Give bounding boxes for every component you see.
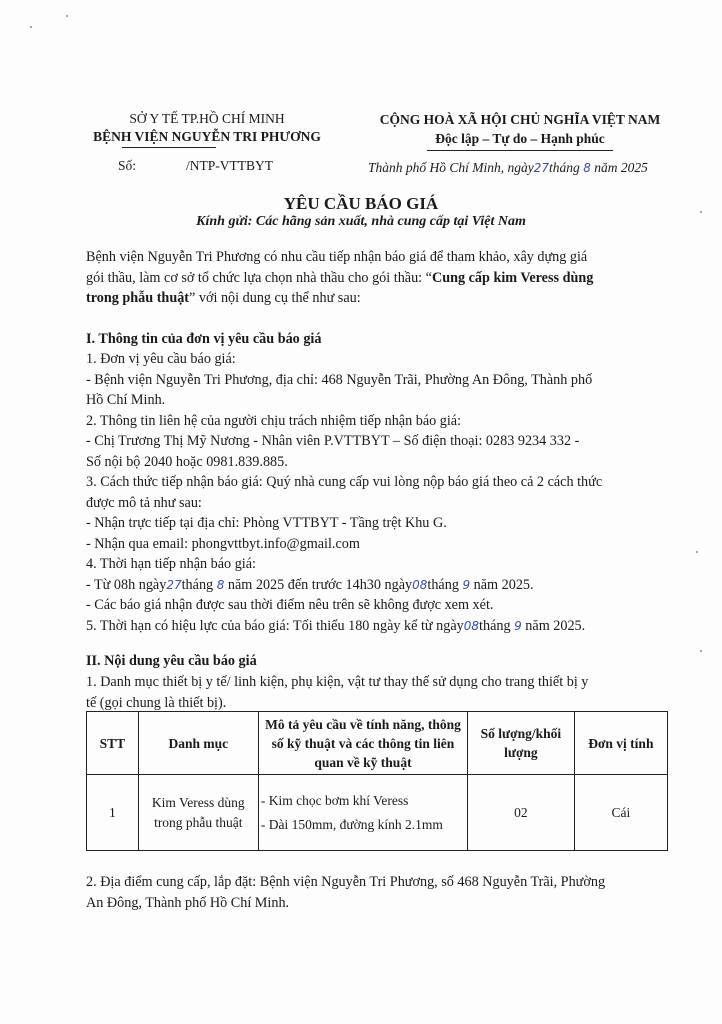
package-name: trong phẫu thuật — [86, 290, 190, 306]
date-day: 27 — [533, 161, 550, 175]
header-right — [360, 110, 680, 148]
cell-don-vi: Cái — [574, 775, 667, 851]
handwritten-day: 27 — [166, 577, 182, 592]
table-header: Mô tả yêu cầu về tính năng, thông số kỹ thuật và các thông tin liên quan về kỹ thuật — [258, 712, 467, 775]
deadline-line — [86, 575, 646, 596]
scan-speck — [66, 15, 68, 17]
table-header-row — [87, 712, 668, 775]
cell-danh-muc: Kim Veress dùng trong phẫu thuật — [138, 775, 258, 851]
table-header: STT — [87, 712, 139, 775]
date-suffix: năm 2025 — [594, 160, 648, 175]
cell-so-luong: 02 — [468, 775, 575, 851]
document-subtitle: Kính gửi: Các hãng sản xuất, nhà cung cấp tại Việt Nam — [196, 214, 526, 229]
section-1-heading: I. Thông tin của đơn vị yêu cầu báo giá — [86, 331, 322, 347]
spec-line: - Kim chọc bơm khí Veress — [260, 792, 409, 808]
section-1-line: Số nội bộ 2040 hoặc 0981.839.885. — [86, 453, 288, 470]
date-line — [368, 160, 648, 176]
section-1-line: - Chị Trương Thị Mỹ Nương - Nhân viên P.VTTBYT – Số điện thoại: 0283 9234 332 - — [86, 433, 580, 449]
intro-text: ” với nội dung cụ thể như sau: — [189, 290, 361, 306]
date-month: 8 — [583, 161, 591, 175]
validity-text: năm 2025. — [525, 617, 586, 634]
department-name: SỞ Y TẾ TP.HỒ CHÍ MINH — [129, 111, 285, 126]
handwritten-month: 9 — [462, 577, 471, 592]
delivery-location — [86, 872, 676, 913]
doc-number-label: Số: — [118, 158, 137, 173]
table-header: Số lượng/khối lượng — [468, 712, 575, 775]
table-header: Danh mục — [138, 712, 258, 775]
section-1-line: Hồ Chí Minh. — [86, 392, 166, 408]
motto: Độc lập – Tự do – Hạnh phúc — [435, 131, 605, 146]
deadline-text: - Từ 08h ngày — [86, 576, 167, 593]
deadline-text: tháng — [181, 576, 214, 593]
section-1-line: 2. Thông tin liên hệ của người chịu trách nhiệm tiếp nhận báo giá: — [86, 412, 462, 429]
deadline-text: năm 2025. — [473, 576, 534, 593]
scan-speck — [30, 26, 32, 28]
date-prefix: Thành phố Hồ Chí Minh, ngày — [368, 160, 534, 175]
section-1-line: - Các báo giá nhận được sau thời điểm nêu trên sẽ không được xem xét. — [86, 597, 494, 613]
email-line: - Nhận qua email: phongvttbyt.info@gmail.com — [86, 535, 360, 552]
cell-mo-ta — [258, 775, 467, 851]
delivery-line: An Đông, Thành phố Hồ Chí Minh. — [86, 894, 290, 911]
equipment-table — [86, 711, 668, 851]
table-header: Đơn vị tính — [574, 712, 667, 775]
section-2-body — [86, 672, 676, 713]
header-left — [72, 110, 342, 146]
section-1-line: - Nhận trực tiếp tại địa chỉ: Phòng VTTBYT - Tầng trệt Khu G. — [86, 515, 447, 531]
validity-text: 5. Thời hạn có hiệu lực của báo giá: Tối thiểu 180 ngày kể từ ngày — [86, 617, 464, 634]
handwritten-month: 9 — [514, 618, 522, 633]
section-2-heading: II. Nội dung yêu cầu báo giá — [86, 653, 257, 669]
deadline-text: tháng — [427, 576, 459, 593]
date-mid: tháng — [549, 160, 580, 175]
intro-paragraph — [86, 247, 646, 309]
hospital-name: BỆNH VIỆN NGUYỄN TRI PHƯƠNG — [93, 129, 321, 144]
scan-speck — [700, 650, 702, 652]
motto-underline — [427, 150, 613, 151]
hospital-underline — [122, 147, 216, 148]
handwritten-month: 8 — [216, 577, 225, 592]
scan-speck — [696, 551, 698, 553]
handwritten-day: 08 — [412, 577, 428, 592]
section-1-line: được mô tả như sau: — [86, 494, 202, 511]
package-name: Cung cấp kim Veress dùng — [431, 269, 594, 286]
section-2-line: 1. Danh mục thiết bị y tế/ linh kiện, phụ kiện, vật tư thay thế sử dụng cho trang thiết bị y — [86, 674, 589, 690]
section-1-line: - Bệnh viện Nguyễn Tri Phương, địa chỉ: 468 Nguyễn Trãi, Phường An Đông, Thành phố — [86, 371, 593, 388]
doc-number-value: /NTP-VTTBYT — [186, 158, 273, 173]
delivery-line: 2. Địa điểm cung cấp, lắp đặt: Bệnh viện Nguyễn Tri Phương, số 468 Nguyễn Trãi, Phường — [86, 874, 606, 890]
section-1-line: 1. Đơn vị yêu cầu báo giá: — [86, 351, 236, 367]
document-title: YÊU CẦU BÁO GIÁ — [283, 194, 439, 213]
section-2-line: tế (gọi chung là thiết bị). — [86, 694, 227, 711]
section-1-line: 3. Cách thức tiếp nhận báo giá: Quý nhà cung cấp vui lòng nộp báo giá theo cả 2 cách thức — [86, 474, 603, 490]
section-1-line: 4. Thời hạn tiếp nhận báo giá: — [86, 556, 256, 572]
intro-line: Bệnh viện Nguyễn Tri Phương có nhu cầu tiếp nhận báo giá để tham khảo, xây dựng giá — [86, 249, 588, 265]
intro-text: gói thầu, làm cơ sở tổ chức lựa chọn nhà thầu cho gói thầu: “ — [86, 269, 432, 286]
deadline-text: năm 2025 đến trước 14h30 ngày — [227, 576, 413, 593]
spec-line: - Dài 150mm, đường kính 2.1mm — [260, 816, 443, 832]
validity-line — [86, 616, 646, 637]
validity-text: tháng — [479, 617, 511, 634]
nation-title: CỘNG HOÀ XÃ HỘI CHỦ NGHĨA VIỆT NAM — [379, 112, 661, 127]
table-row — [87, 775, 668, 851]
handwritten-day: 08 — [463, 618, 480, 633]
cell-stt: 1 — [87, 775, 139, 851]
section-1-body — [86, 349, 646, 636]
